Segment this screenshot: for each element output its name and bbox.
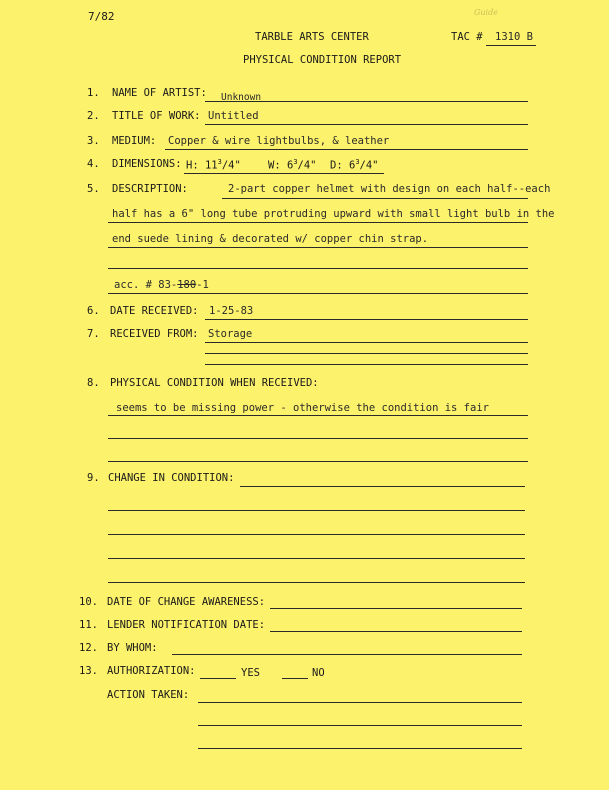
description-rule <box>108 222 528 223</box>
change-rule <box>108 582 525 583</box>
received-from-line <box>205 342 528 343</box>
medium-line <box>165 149 528 150</box>
condition-rule <box>108 415 528 416</box>
authorization-yes-line <box>200 678 236 679</box>
org-name: TARBLE ARTS CENTER <box>255 31 369 43</box>
tac-line <box>486 45 536 46</box>
received-from-value: Storage <box>208 328 253 340</box>
description-label: DESCRIPTION: <box>112 183 188 195</box>
date-received-value: 1-25-83 <box>209 305 254 317</box>
dimensions-label: DIMENSIONS: <box>112 158 182 170</box>
condition-rule <box>108 438 528 439</box>
artist-label: NAME OF ARTIST: <box>112 87 207 99</box>
field-number: 12. <box>79 642 98 654</box>
date-received-line <box>205 319 528 320</box>
condition-rule <box>108 461 528 462</box>
field-number: 6. <box>87 305 100 317</box>
title-value: Untitled <box>208 110 259 122</box>
dimensions-line <box>184 173 384 174</box>
date-change-line <box>270 608 522 609</box>
change-rule <box>108 510 525 511</box>
field-number: 2. <box>87 110 100 122</box>
description-line-1: 2-part copper helmet with design on each half--each <box>228 183 551 195</box>
field-number: 7. <box>87 328 100 340</box>
field-number: 9. <box>87 472 100 484</box>
change-condition-label: CHANGE IN CONDITION: <box>108 472 235 484</box>
received-from-label: RECEIVED FROM: <box>110 328 199 340</box>
date-change-label: DATE OF CHANGE AWARENESS: <box>107 596 266 608</box>
medium-value: Copper & wire lightbulbs, & leather <box>168 135 390 147</box>
description-rule <box>108 293 528 294</box>
action-rule <box>198 725 522 726</box>
title-line <box>205 124 528 125</box>
description-line-2: half has a 6" long tube protruding upward with small light bulb in the <box>112 208 555 220</box>
tac-label: TAC # <box>451 31 483 43</box>
condition-received-value: seems to be missing power - otherwise the condition is fair <box>116 402 489 414</box>
change-rule <box>240 486 525 487</box>
action-taken-label: ACTION TAKEN: <box>107 689 190 701</box>
authorization-yes: YES <box>241 667 260 679</box>
field-number: 10. <box>79 596 98 608</box>
tac-number: 1310 B <box>495 31 533 43</box>
received-from-line <box>205 364 528 365</box>
date-received-label: DATE RECEIVED: <box>110 305 199 317</box>
lender-date-label: LENDER NOTIFICATION DATE: <box>107 619 266 631</box>
description-line-3: end suede lining & decorated w/ copper chin strap. <box>112 233 429 245</box>
lender-date-line <box>270 631 522 632</box>
by-whom-line <box>172 654 522 655</box>
artist-value: Unknown <box>221 92 262 103</box>
field-number: 1. <box>87 87 100 99</box>
authorization-no: NO <box>312 667 325 679</box>
description-rule <box>222 198 528 199</box>
corner-note: Guide <box>474 8 498 17</box>
description-rule <box>108 247 528 248</box>
authorization-label: AUTHORIZATION: <box>107 665 196 677</box>
title-label: TITLE OF WORK: <box>112 110 201 122</box>
authorization-no-line <box>282 678 308 679</box>
medium-label: MEDIUM: <box>112 135 157 147</box>
received-from-line <box>205 353 528 354</box>
field-number: 5. <box>87 183 100 195</box>
field-number: 8. <box>87 377 100 389</box>
dimension-depth: D: $6^3/4$" <box>330 158 379 172</box>
field-number: 4. <box>87 158 100 170</box>
field-number: 11. <box>79 619 98 631</box>
action-rule <box>198 748 522 749</box>
report-title: PHYSICAL CONDITION REPORT <box>243 54 402 66</box>
dimension-height: H: $11^3/4$" <box>186 158 241 172</box>
condition-received-label: PHYSICAL CONDITION WHEN RECEIVED: <box>110 377 319 389</box>
change-rule <box>108 534 525 535</box>
by-whom-label: BY WHOM: <box>107 642 158 654</box>
field-number: 3. <box>87 135 100 147</box>
dimension-width: W: $6^3/4$" <box>268 158 317 172</box>
change-rule <box>108 558 525 559</box>
description-rule <box>108 268 528 269</box>
accession-number: acc. # 83-180-1 <box>114 279 209 291</box>
field-number: 13. <box>79 665 98 677</box>
form-date-code: 7/82 <box>88 10 115 23</box>
action-rule <box>198 702 522 703</box>
artist-line <box>205 101 528 102</box>
